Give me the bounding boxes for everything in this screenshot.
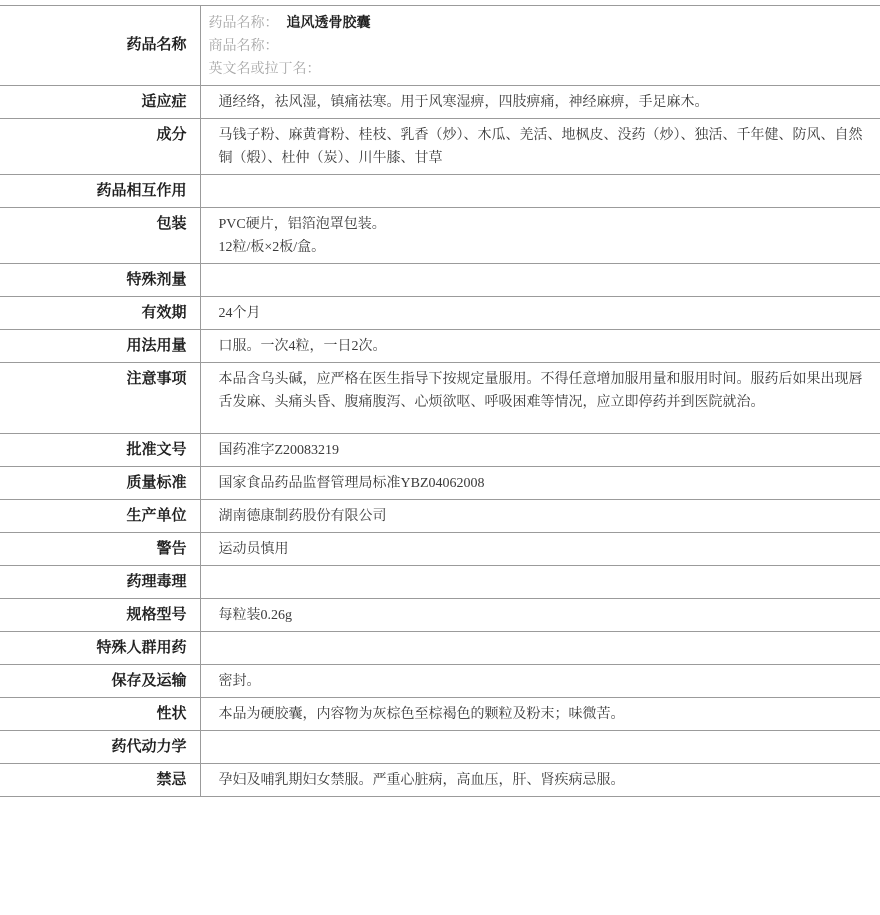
row-label: 保存及运输 [0, 665, 200, 698]
row-special-dosage [0, 264, 880, 297]
row-value [200, 208, 880, 264]
row-label: 禁忌 [0, 764, 200, 797]
row-value: 马钱子粉、麻黄膏粉、桂枝、乳香（炒）、木瓜、羌活、地枫皮、没药（炒）、独活、千年健、防风、自然铜（煅）、杜仲（炭）、川牛膝、甘草 [200, 119, 880, 175]
row-value: 密封。 [200, 665, 880, 698]
row-contraindications [0, 764, 880, 797]
row-pharmacokinetics [0, 731, 880, 764]
row-dosage-administration [0, 330, 880, 363]
drug-name-field [209, 12, 867, 35]
row-value: 24个月 [200, 297, 880, 330]
row-value: 孕妇及哺乳期妇女禁服。严重心脏病，高血压，肝、肾疾病忌服。 [200, 764, 880, 797]
field-label: 药品名称： [208, 16, 279, 31]
drug-info-table [0, 5, 880, 797]
row-approval-number [0, 434, 880, 467]
field-label: 英文名或拉丁名： [208, 62, 321, 77]
row-value: 国家食品药品监督管理局标准YBZ04062008 [200, 467, 880, 500]
row-packaging [0, 208, 880, 264]
row-composition [0, 119, 880, 175]
row-value [200, 566, 880, 599]
row-special-populations [0, 632, 880, 665]
row-drug-name [0, 6, 880, 86]
packaging-line: 12粒/板×2板/盒。 [218, 240, 326, 255]
row-shelf-life [0, 297, 880, 330]
row-quality-standard [0, 467, 880, 500]
row-value: 运动员慎用 [200, 533, 880, 566]
row-label: 药代动力学 [0, 731, 200, 764]
row-label: 规格型号 [0, 599, 200, 632]
field-label: 商品名称： [208, 39, 279, 54]
row-label: 有效期 [0, 297, 200, 330]
row-value: 每粒装0.26g [200, 599, 880, 632]
row-label: 药品相互作用 [0, 175, 200, 208]
packaging-line: PVC硬片，铝箔泡罩包装。 [218, 217, 386, 232]
row-pharmacology-toxicology [0, 566, 880, 599]
row-label: 药理毒理 [0, 566, 200, 599]
row-label: 质量标准 [0, 467, 200, 500]
row-label: 药品名称 [0, 6, 200, 86]
row-value [200, 264, 880, 297]
row-label: 警告 [0, 533, 200, 566]
row-drug-interactions [0, 175, 880, 208]
row-value [200, 175, 880, 208]
row-label: 适应症 [0, 86, 200, 119]
row-value: 口服。一次4粒，一日2次。 [200, 330, 880, 363]
row-label: 成分 [0, 119, 200, 175]
row-indications [0, 86, 880, 119]
drug-name-value: 追风透骨胶囊 [286, 16, 371, 31]
row-label: 包装 [0, 208, 200, 264]
row-label: 批准文号 [0, 434, 200, 467]
trade-name-field [209, 35, 867, 58]
row-value: 湖南德康制药股份有限公司 [200, 500, 880, 533]
row-value: 国药准字Z20083219 [200, 434, 880, 467]
row-precautions [0, 363, 880, 434]
row-label: 特殊人群用药 [0, 632, 200, 665]
row-label: 用法用量 [0, 330, 200, 363]
row-warning [0, 533, 880, 566]
row-specification [0, 599, 880, 632]
row-value [200, 731, 880, 764]
latin-name-field [209, 58, 867, 81]
row-value: 本品为硬胶囊，内容物为灰棕色至棕褐色的颗粒及粉末；味微苦。 [200, 698, 880, 731]
row-value: 本品含乌头碱，应严格在医生指导下按规定量服用。不得任意增加服用量和服用时间。服药后如果出现唇舌发麻、头痛头昏、腹痛腹泻、心烦欲呕、呼吸困难等情况，应立即停药并到医院就治。 [200, 363, 880, 434]
row-label: 生产单位 [0, 500, 200, 533]
row-value [200, 632, 880, 665]
row-label: 注意事项 [0, 363, 200, 434]
row-value: 通经络，祛风湿，镇痛祛寒。用于风寒湿痹，四肢痹痛，神经麻痹，手足麻木。 [200, 86, 880, 119]
row-properties [0, 698, 880, 731]
row-label: 特殊剂量 [0, 264, 200, 297]
row-label: 性状 [0, 698, 200, 731]
row-value [200, 6, 880, 86]
row-manufacturer [0, 500, 880, 533]
row-storage-transport [0, 665, 880, 698]
